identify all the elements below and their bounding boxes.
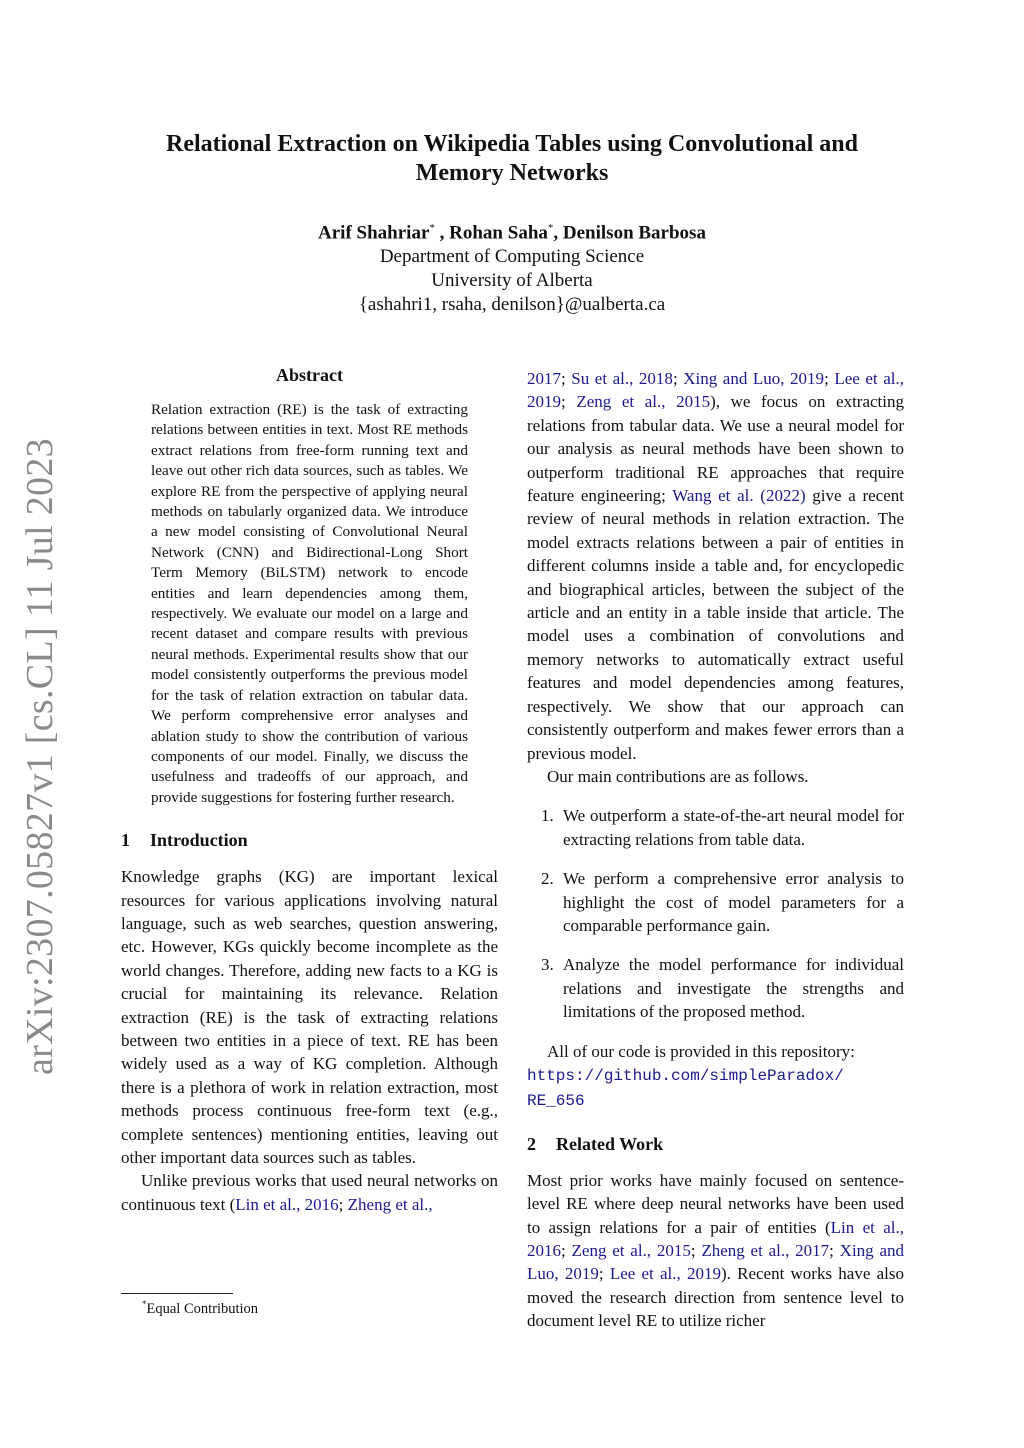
code-availability-paragraph: All of our code is provided in this repository: https://github.com/simpleParadox/ RE_656 [527,1041,855,1111]
right-column [527,367,904,1333]
list-item-text: Analyze the model performance for individual relations and investigate the strengths and limitations of the proposed method. [563,955,904,1022]
citation-link[interactable]: Lin et al., 2016 [235,1194,339,1214]
author-emails: {ashahri1, rsaha, denilson}@ualberta.ca [358,294,666,316]
authors-block [120,216,904,317]
left-column [121,365,498,1216]
related-work-heading [527,1134,904,1155]
list-item [527,867,904,937]
contributions-list [527,804,904,1023]
introduction-heading [121,830,498,851]
citation-link[interactable]: 2017 [527,369,561,388]
list-item [527,953,904,1023]
introduction-paragraph-2-continued: 2017; Su et al., 2018; Xing and Luo, 2019; Lee et al., 2019; Zeng et al., 2015), we focus on extracting relations from tabular data. We use a neural model for our analysis as neural methods have been shown to outperform traditional RE approaches that require feature engineering; Wang et al. (2022) give a recent review of neural methods in relation extraction. The model extracts relations between a pair of entities in different columns inside a table and, for encyclopedic and biographical articles, between the subject of the article and an entity in a table inside that article. The model uses a combination of convolutions and memory networks to automatically extract useful features and model dependencies among features, respectively. We show that our approach can consistently outperform and makes fewer errors than a previous model. [527,369,904,763]
list-item-number: 2. [541,869,554,889]
citation-link[interactable]: Lee et al., 2019 [527,369,904,412]
list-item-text: We perform a comprehensive error analysis to highlight the cost of model parameters for a comparable performance gain. [563,869,904,935]
section-number: 2 [527,1133,536,1154]
section-title: Related Work [556,1133,664,1154]
repository-link[interactable]: https://github.com/simpleParadox/ [527,1066,844,1085]
citation-link[interactable]: Zeng et al., 2015 [571,1241,691,1260]
citation-link[interactable]: Wang et al. (2022) [672,486,806,506]
citation-link[interactable]: Zheng et al., [347,1194,433,1214]
section-title: Introduction [150,830,248,851]
author-names: Arif Shahriar* , Rohan Saha*, Denilson Barbosa [318,222,706,244]
footnote: *Equal Contribution [142,1299,259,1317]
citation-link[interactable]: Zheng et al., 2017 [701,1241,830,1260]
footnote-divider [121,1293,233,1294]
paper-title: Relational Extraction on Wikipedia Tables using Convolutional and Memory Networks [166,131,858,186]
list-item-text: We outperform a state-of-the-art neural model for extracting relations from table data. [563,806,904,849]
arxiv-identifier: arXiv:2307.05827v1 [cs.CL] 11 Jul 2023 [19,438,61,1075]
citation-link[interactable]: Su et al., 2018 [571,369,673,388]
abstract-heading: Abstract [276,365,343,385]
citation-link[interactable]: Zeng et al., 2015 [576,392,711,412]
section-number: 1 [121,830,130,851]
list-item-number: 1. [541,806,554,826]
citation-link[interactable]: Lin et al., 2016 [527,1217,904,1260]
author-department: Department of Computing Science [379,246,645,268]
contributions-intro: Our main contributions are as follows. [547,766,809,786]
related-work-paragraph: Most prior works have mainly focused on sentence-level RE where deep neural networks have been used to assign relations for a pair of entities (Lin et al., 2016; Zeng et al., 2015; Zheng et al., 2017; Xing and Luo, 2019; Lee et al., 2019). Recent works have also moved the research direction from sentence level to document level RE to utilize richer [527,1170,904,1331]
introduction-paragraph-1: Knowledge graphs (KG) are important lexical resources for various applications involving natural language, such as web searches, question answering, etc. However, KGs quickly become incomplete as the world changes. Therefore, adding new facts to a KG is crucial for maintaining its relevance. Relation extraction (RE) is the task of extracting relations between two entities in a piece of text. RE has been widely used as a way of KG completion. Although there is a plethora of work in relation extraction, most methods process continuous free-form text (e.g., complete sentences) mentioning entities, leaving out other important data sources such as tables. [121,867,498,1167]
repository-link[interactable]: RE_656 [527,1092,585,1111]
abstract-text: Relation extraction (RE) is the task of extracting relations between entities in text. Most RE methods extract relations from free-form running text and leave out other rich data sources, such as tables. We explore RE from the perspective of applying neural methods on tabularly organized data. We introduce a new model consisting of Convolutional Neural Network (CNN) and Bidirectional-Long Short Term Memory (BiLSTM) network to encode entities and learn dependencies among them, respectively. We evaluate our model on a large and recent dataset and compare results with previous neural methods. Experimental results show that our model consistently outperforms the previous model for the task of relation extraction on tabular data. We perform comprehensive error analyses and ablation study to show the contribution of various components of our model. Finally, we discuss the usefulness and tradeoffs of our approach, and provide suggestions for fostering further research. [151,401,468,806]
author-university: University of Alberta [431,270,593,292]
list-item [527,804,904,851]
citation-link[interactable]: Lee et al., 2019 [609,1264,721,1284]
citation-link[interactable]: Xing and Luo, 2019 [683,369,825,388]
list-item-number: 3. [541,955,554,975]
citation-link[interactable]: Xing and Luo, 2019 [527,1241,904,1284]
introduction-paragraph-2: Unlike previous works that used neural networks on continuous text (Lin et al., 2016; Zheng et al., [121,1171,498,1214]
